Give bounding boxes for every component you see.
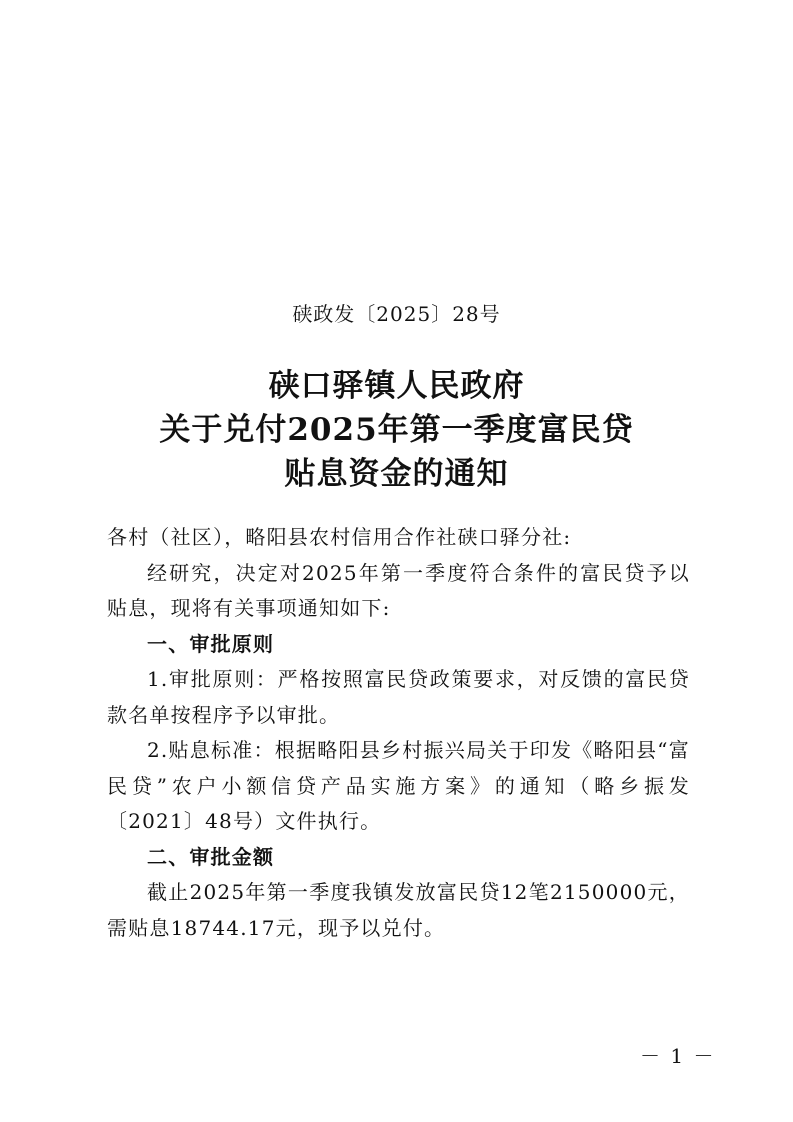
document-body [107, 520, 690, 946]
section-1-heading: 一、审批原则 [147, 631, 275, 656]
salutation: 各村（社区），略阳县农村信用合作社硖口驿分社: [107, 525, 572, 549]
title-line-2: 关于兑付2025年第一季度富民贷 [159, 412, 634, 448]
section-2-paragraph: 截止2025年第一季度我镇发放富民贷12笔2150000元，需贴息18744.17元，现予以兑付。 [107, 880, 690, 940]
title-line-3: 贴息资金的通知 [284, 456, 509, 492]
section-2-heading: 二、审批金额 [147, 844, 275, 869]
intro-paragraph: 经研究，决定对2025年第一季度符合条件的富民贷予以贴息，现将有关事项通知如下: [107, 560, 690, 620]
section-1-item-2: 2.贴息标准：根据略阳县乡村振兴局关于印发《略阳县“富民贷”农户小额信贷产品实施方案》的通知（略乡振发〔2021〕48号）文件执行。 [107, 738, 690, 833]
document-number: 硖政发〔2025〕28号 [292, 302, 501, 326]
title-line-1: 硖口驿镇人民政府 [268, 368, 525, 404]
document-title [0, 364, 793, 496]
section-1-item-1: 1.审批原则：严格按照富民贷政策要求，对反馈的富民贷款名单按程序予以审批。 [107, 667, 690, 727]
page-number: － 1 － [640, 1044, 716, 1068]
